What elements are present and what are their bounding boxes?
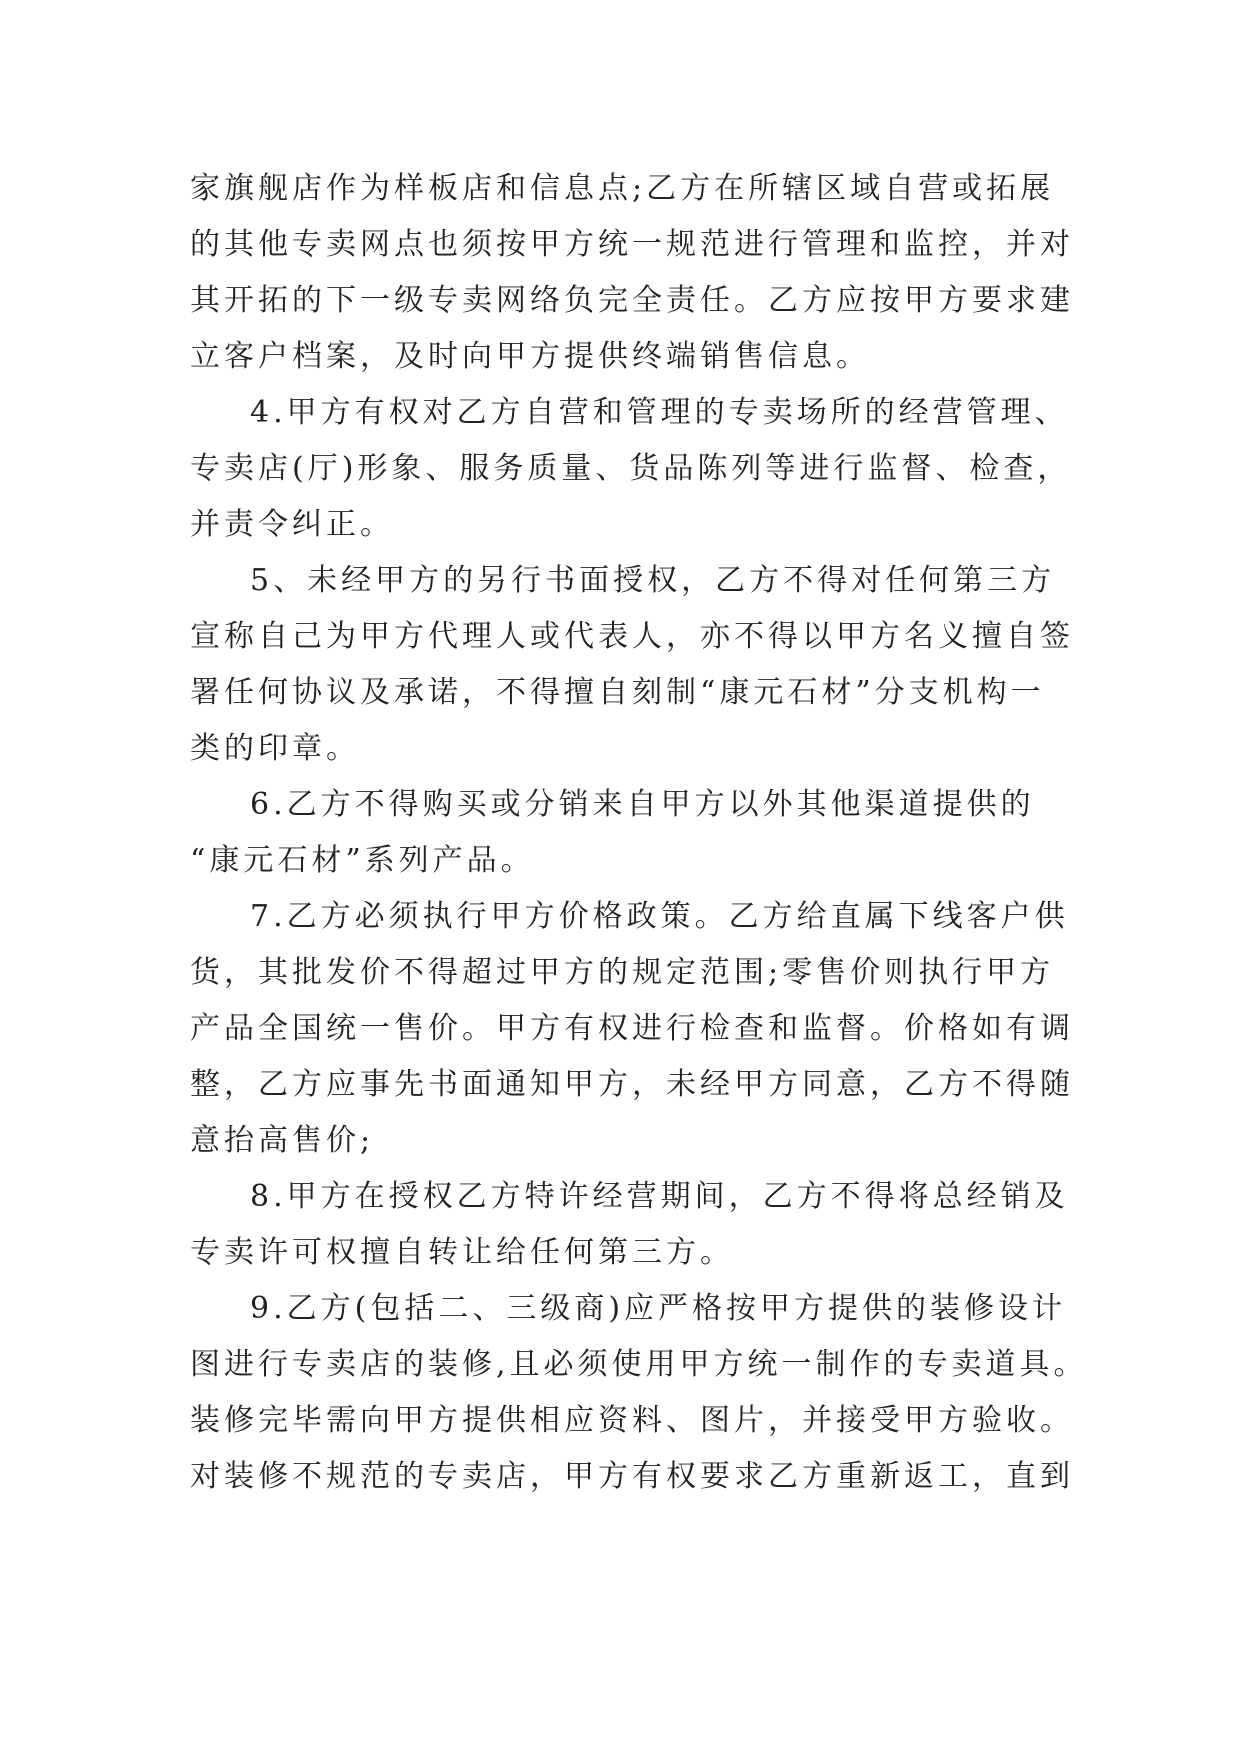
text-line: 9.乙方(包括二、三级商)应严格按甲方提供的装修设计 (250, 1291, 1067, 1326)
text-line: 5、未经甲方的另行书面授权，乙方不得对任何第三方 (250, 563, 1056, 598)
text-line: 并责令纠正。 (190, 507, 394, 542)
text-line: 7.乙方必须执行甲方价格政策。乙方给直属下线客户供 (250, 899, 1069, 934)
text-line: 立客户档案，及时向甲方提供终端销售信息。 (190, 339, 870, 374)
text-line: 署任何协议及承诺，不得擅自刻制“康元石材”分支机构一 (190, 675, 1045, 710)
text-line: 意抬高售价; (190, 1123, 375, 1158)
text-line: 类的印章。 (190, 731, 360, 766)
text-line: 货，其批发价不得超过甲方的规定范围;零售价则执行甲方 (190, 955, 1055, 990)
text-line: 专卖许可权擅自转让给任何第三方。 (190, 1235, 734, 1270)
text-line: 6.乙方不得购买或分销来自甲方以外其他渠道提供的 (250, 787, 1035, 822)
text-line: 4.甲方有权对乙方自营和管理的专卖场所的经营管理、 (250, 395, 1069, 430)
text-line: 产品全国统一售价。甲方有权进行检查和监督。价格如有调 (190, 1011, 1074, 1046)
text-line: 对装修不规范的专卖店，甲方有权要求乙方重新返工，直到 (190, 1459, 1074, 1494)
text-line: 的其他专卖网点也须按甲方统一规范进行管理和监控，并对 (190, 227, 1074, 262)
text-line: 家旗舰店作为样板店和信息点;乙方在所辖区域自营或拓展 (190, 171, 1055, 206)
text-line: 宣称自己为甲方代理人或代表人，亦不得以甲方名义擅自签 (190, 619, 1074, 654)
text-line: 专卖店(厅)形象、服务质量、货品陈列等进行监督、检查， (190, 451, 1072, 486)
text-line: 整，乙方应事先书面通知甲方，未经甲方同意，乙方不得随 (190, 1067, 1074, 1102)
text-line: 图进行专卖店的装修,且必须使用甲方统一制作的专卖道具。 (190, 1347, 1088, 1382)
text-line: “康元石材”系列产品。 (190, 843, 535, 878)
text-line: 8.甲方在授权乙方特许经营期间，乙方不得将总经销及 (250, 1179, 1069, 1214)
text-line: 其开拓的下一级专卖网络负完全责任。乙方应按甲方要求建 (190, 283, 1074, 318)
text-line: 装修完毕需向甲方提供相应资料、图片，并接受甲方验收。 (190, 1403, 1074, 1438)
